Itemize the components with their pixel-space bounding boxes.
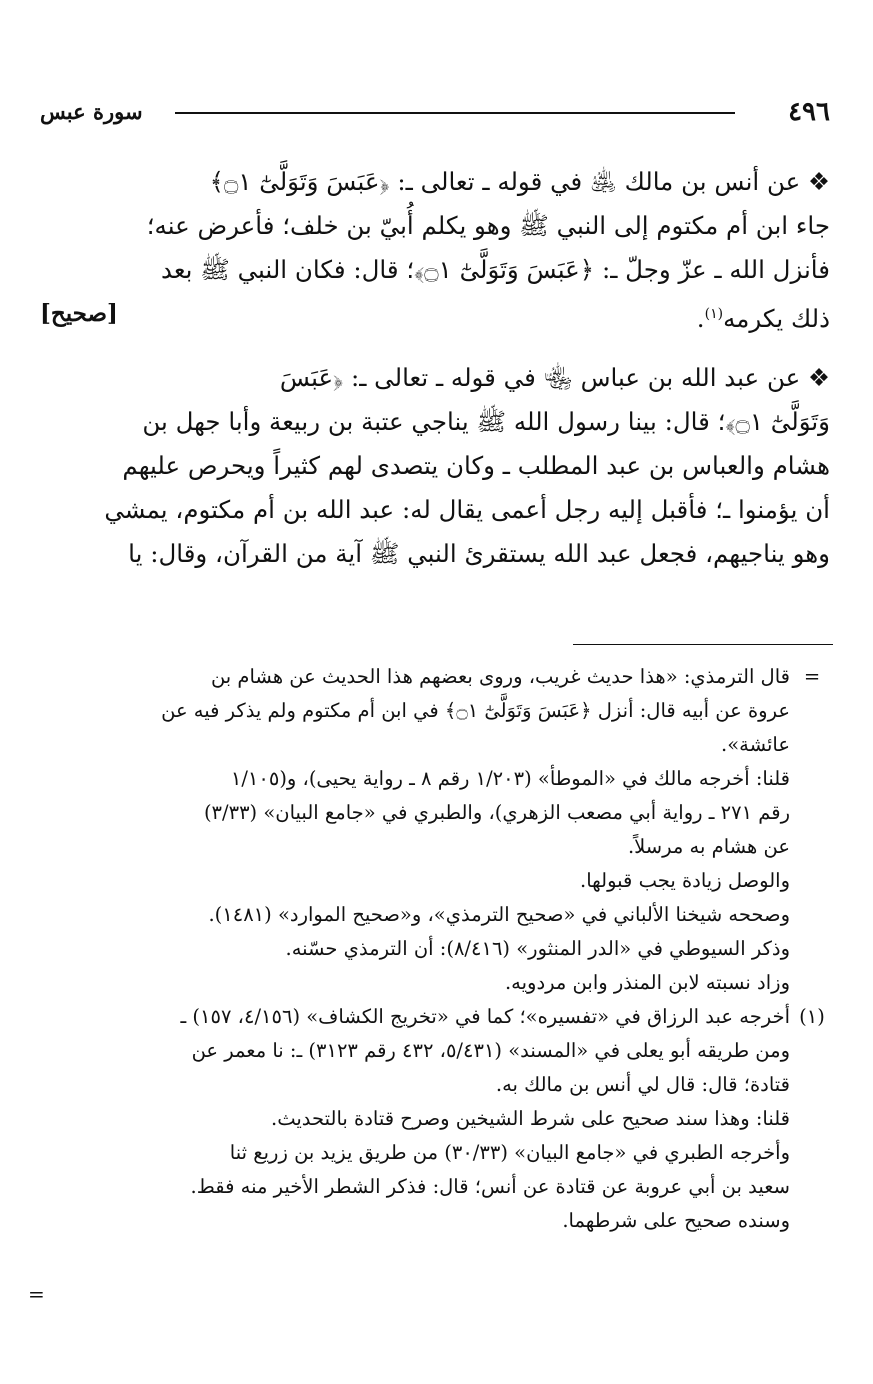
footnote-line: وزاد نسبته لابن المنذر وابن مردويه.: [504, 971, 790, 994]
footnote-continuation: [40, 660, 830, 1000]
hadith-paragraph-2: [40, 356, 830, 576]
header-rule: [175, 112, 735, 114]
footnote-line: وذكر السيوطي في «الدر المنثور» (٨/٤١٦): أن الترمذي حسّنه.: [285, 937, 790, 960]
text-line: ❖ عن عبد الله بن عباس ﵄ في قوله ـ تعالى ـ: ﴿عَبَسَ: [279, 363, 830, 392]
text-line: أن يؤمنوا ـ؛ فأقبل إليه رجل أعمى يقال له: عبد الله بن أم مكتوم، يمشي: [104, 495, 830, 524]
footnote-line: قتادة؛ قال: قال لي أنس بن مالك به.: [495, 1073, 790, 1096]
continues-marker: =: [28, 1282, 45, 1306]
footnote-1: [40, 1000, 830, 1238]
footnote-line: قلنا: أخرجه مالك في «الموطأ» (١/٢٠٣ رقم ٨ ـ رواية يحيى)، و(١/١٠٥: [230, 767, 790, 790]
grade-label: [صحيح]: [40, 300, 118, 327]
continuation-marker: =: [803, 665, 821, 688]
footnote-line: عن هشام به مرسلاً.: [627, 835, 790, 858]
footnote-ref[interactable]: (١): [704, 306, 724, 322]
footnote-line: وصححه شيخنا الألباني في «صحيح الترمذي»، و«صحيح الموارد» (١٤٨١).: [208, 903, 790, 926]
text-line: جاء ابن أم مكتوم إلى النبي ﷺ وهو يكلم أُبيّ بن خلف؛ فأعرض عنه؛: [146, 211, 830, 240]
footnote-separator: [573, 644, 833, 645]
footnote-line: عروة عن أبيه قال: أنزل ﴿عَبَسَ وَتَوَلَّىٰٓ ۝١﴾ في ابن أم مكتوم ولم يذكر فيه عن: [161, 699, 790, 722]
text-line-last: [697, 292, 830, 341]
footnote-line: عائشة».: [721, 733, 790, 756]
text-line: وَتَوَلَّىٰٓ ۝١﴾؛ قال: بينا رسول الله ﷺ يناجي عتبة بن ربيعة وأبا جهل بن: [142, 407, 830, 436]
sura-title: سورة عبس: [40, 99, 143, 124]
footnote-line: رقم ٢٧١ ـ رواية أبي مصعب الزهري)، والطبري في «جامع البيان» (٣/٣٣): [203, 801, 790, 824]
page-header: [40, 92, 830, 132]
footnote-line: وأخرجه الطبري في «جامع البيان» (٣٠/٣٣) من طريق يزيد بن زريع ثنا: [229, 1141, 790, 1164]
text-fragment: ذلك يكرمه: [723, 304, 830, 334]
footnote-line: قلنا: وهذا سند صحيح على شرط الشيخين وصرح قتادة بالتحديث.: [271, 1107, 790, 1130]
hadith-paragraph-1: [40, 160, 830, 336]
footnote-line: أخرجه عبد الرزاق في «تفسيره»؛ كما في «تخريج الكشاف» (٤/١٥٦، ١٥٧) ـ: [180, 1005, 790, 1028]
footnote-line: وسنده صحيح على شرطهما.: [562, 1209, 790, 1232]
footnote-line: ومن طريقه أبو يعلى في «المسند» (٥/٤٣١، ٤٣٢ رقم ٣١٢٣) ـ: نا معمر عن: [191, 1039, 790, 1062]
page-number: ٤٩٦: [788, 97, 830, 127]
grade-line: [40, 292, 830, 336]
text-line: وهو يناجيهم، فجعل عبد الله يستقرئ النبي ﷺ آية من القرآن، وقال: يا: [128, 539, 830, 568]
text-line: ❖ عن أنس بن مالك ﵁ في قوله ـ تعالى ـ: ﴿عَبَسَ وَتَوَلَّىٰٓ ۝١﴾: [209, 167, 830, 196]
main-text: [40, 160, 830, 576]
footnote-line: قال الترمذي: «هذا حديث غريب، وروى بعضهم هذا الحديث عن هشام بن: [210, 665, 790, 688]
footnotes: [40, 660, 830, 1238]
end-punctuation: .: [696, 304, 705, 334]
footnote-marker: (١): [799, 1005, 825, 1028]
footnote-line: والوصل زيادة يجب قبولها.: [580, 869, 790, 892]
footnote-line: سعيد بن أبي عروبة عن قتادة عن أنس؛ قال: فذكر الشطر الأخير منه فقط.: [190, 1175, 790, 1198]
text-line: هشام والعباس بن عبد المطلب ـ وكان يتصدى لهم كثيراً ويحرص عليهم: [122, 451, 830, 480]
text-line: فأنزل الله ـ عزّ وجلّ ـ: ﴿عَبَسَ وَتَوَلَّىٰٓ ۝١﴾؛ قال: فكان النبي ﷺ بعد: [160, 255, 830, 284]
